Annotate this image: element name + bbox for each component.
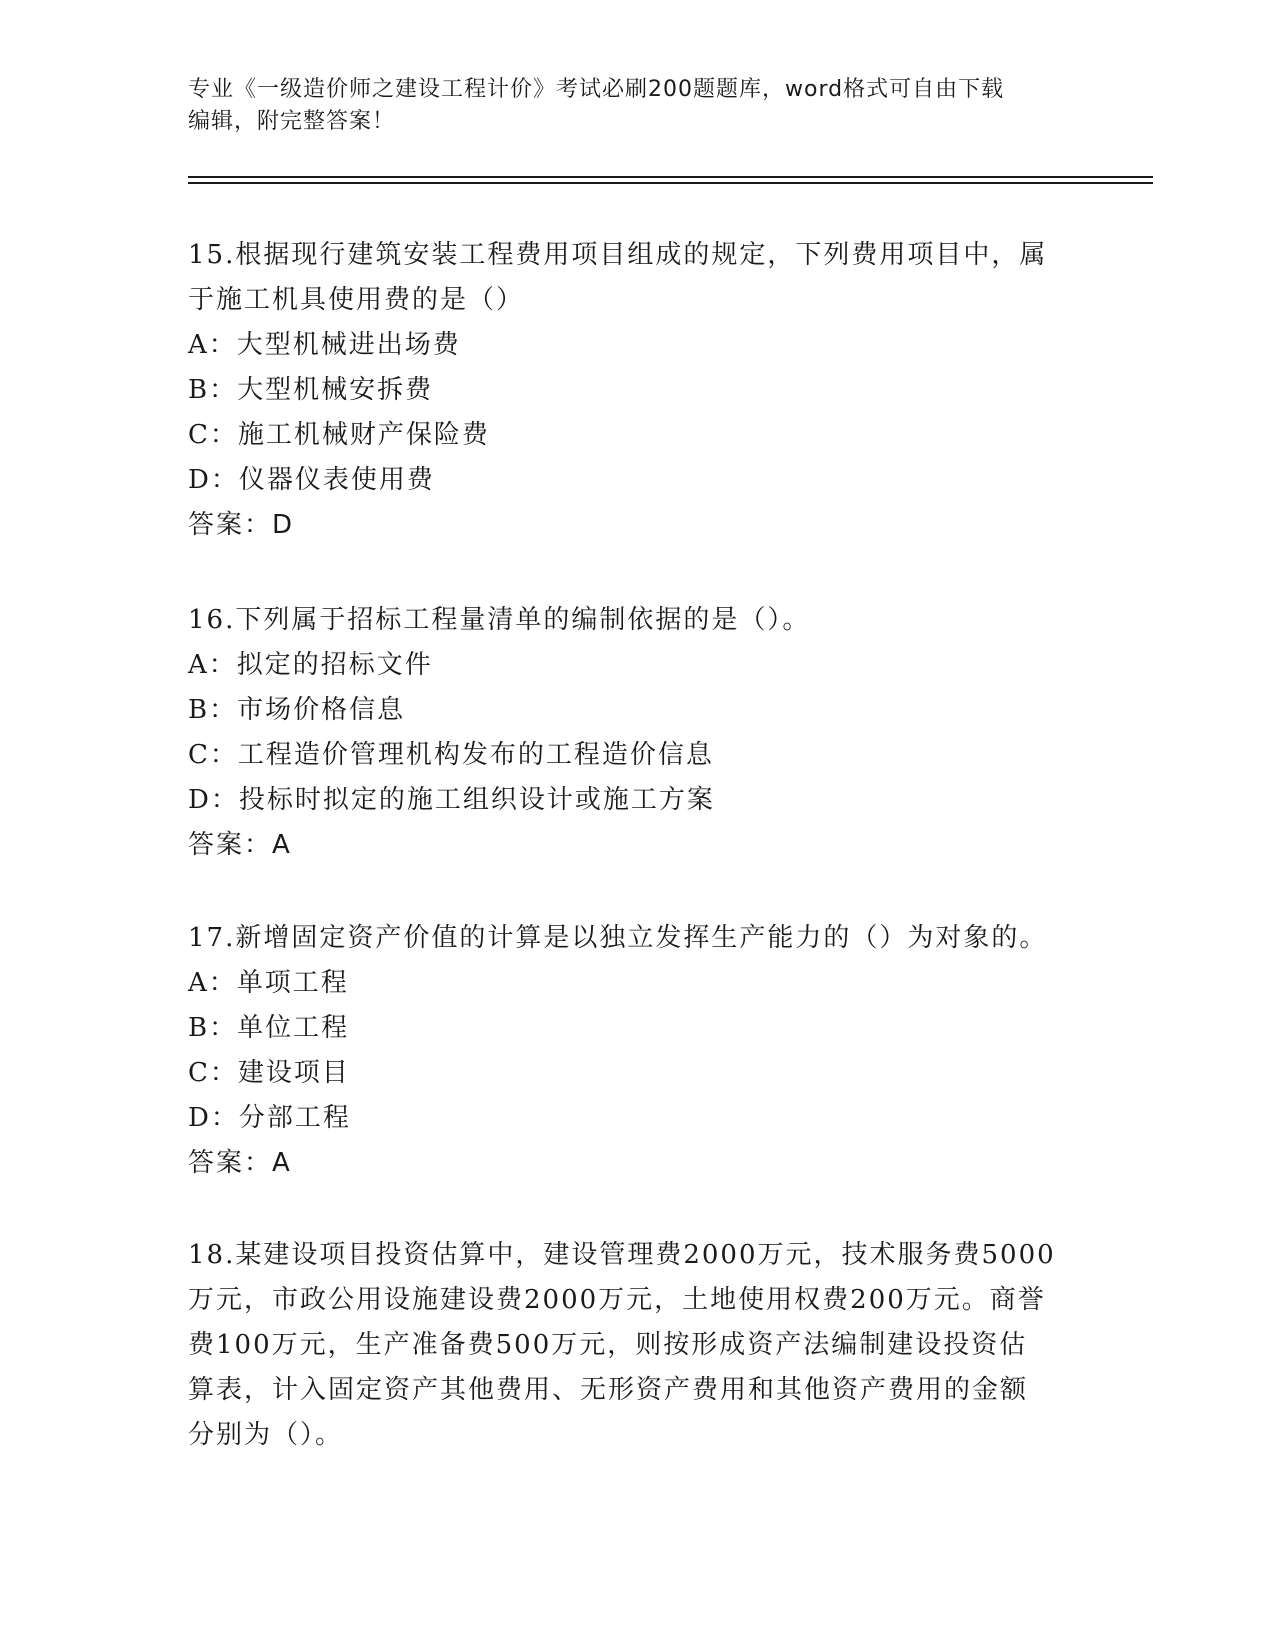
option-d: D：仪器仪表使用费 xyxy=(188,465,435,495)
option-c: C：工程造价管理机构发布的工程造价信息 xyxy=(188,740,714,770)
document-header xyxy=(188,74,1068,138)
option-c: C：建设项目 xyxy=(188,1058,350,1088)
answer: 答案：A xyxy=(188,1148,292,1178)
option-a: A：单项工程 xyxy=(188,968,349,998)
header-line-2: 编辑，附完整答案！ xyxy=(188,109,396,134)
question-stem: 16.下列属于招标工程量清单的编制依据的是（）。 xyxy=(188,605,811,635)
question-16 xyxy=(188,598,1078,868)
question-stem: 17.新增固定资产价值的计算是以独立发挥生产能力的（）为对象的。 xyxy=(188,923,1048,953)
option-d: D：投标时拟定的施工组织设计或施工方案 xyxy=(188,785,715,815)
header-divider-bottom xyxy=(188,182,1153,184)
option-b: B：市场价格信息 xyxy=(188,695,406,725)
question-15 xyxy=(188,233,1078,548)
question-17 xyxy=(188,916,1078,1186)
question-stem: 万元，市政公用设施建设费2000万元，土地使用权费200万元。商誉 xyxy=(188,1285,1046,1315)
question-stem: 分别为（）。 xyxy=(188,1420,344,1450)
question-stem: 于施工机具使用费的是（） xyxy=(188,285,525,315)
option-a: A：大型机械进出场费 xyxy=(188,330,461,360)
option-c: C：施工机械财产保险费 xyxy=(188,420,490,450)
option-b: B：大型机械安拆费 xyxy=(188,375,434,405)
question-stem: 15.根据现行建筑安装工程费用项目组成的规定，下列费用项目中，属 xyxy=(188,240,1048,270)
answer: 答案：A xyxy=(188,830,292,860)
option-d: D：分部工程 xyxy=(188,1103,351,1133)
header-line-1: 专业《一级造价师之建设工程计价》考试必刷200题题库，word格式可自由下载 xyxy=(188,77,1005,102)
question-stem: 算表，计入固定资产其他费用、无形资产费用和其他资产费用的金额 xyxy=(188,1375,1029,1405)
answer: 答案：D xyxy=(188,510,295,540)
header-divider-top xyxy=(188,176,1153,178)
option-a: A：拟定的招标文件 xyxy=(188,650,433,680)
question-18 xyxy=(188,1233,1078,1458)
option-b: B：单位工程 xyxy=(188,1013,350,1043)
question-stem: 费100万元，生产准备费500万元，则按形成资产法编制建设投资估 xyxy=(188,1330,1028,1360)
question-stem: 18.某建设项目投资估算中，建设管理费2000万元，技术服务费5000 xyxy=(188,1240,1056,1270)
